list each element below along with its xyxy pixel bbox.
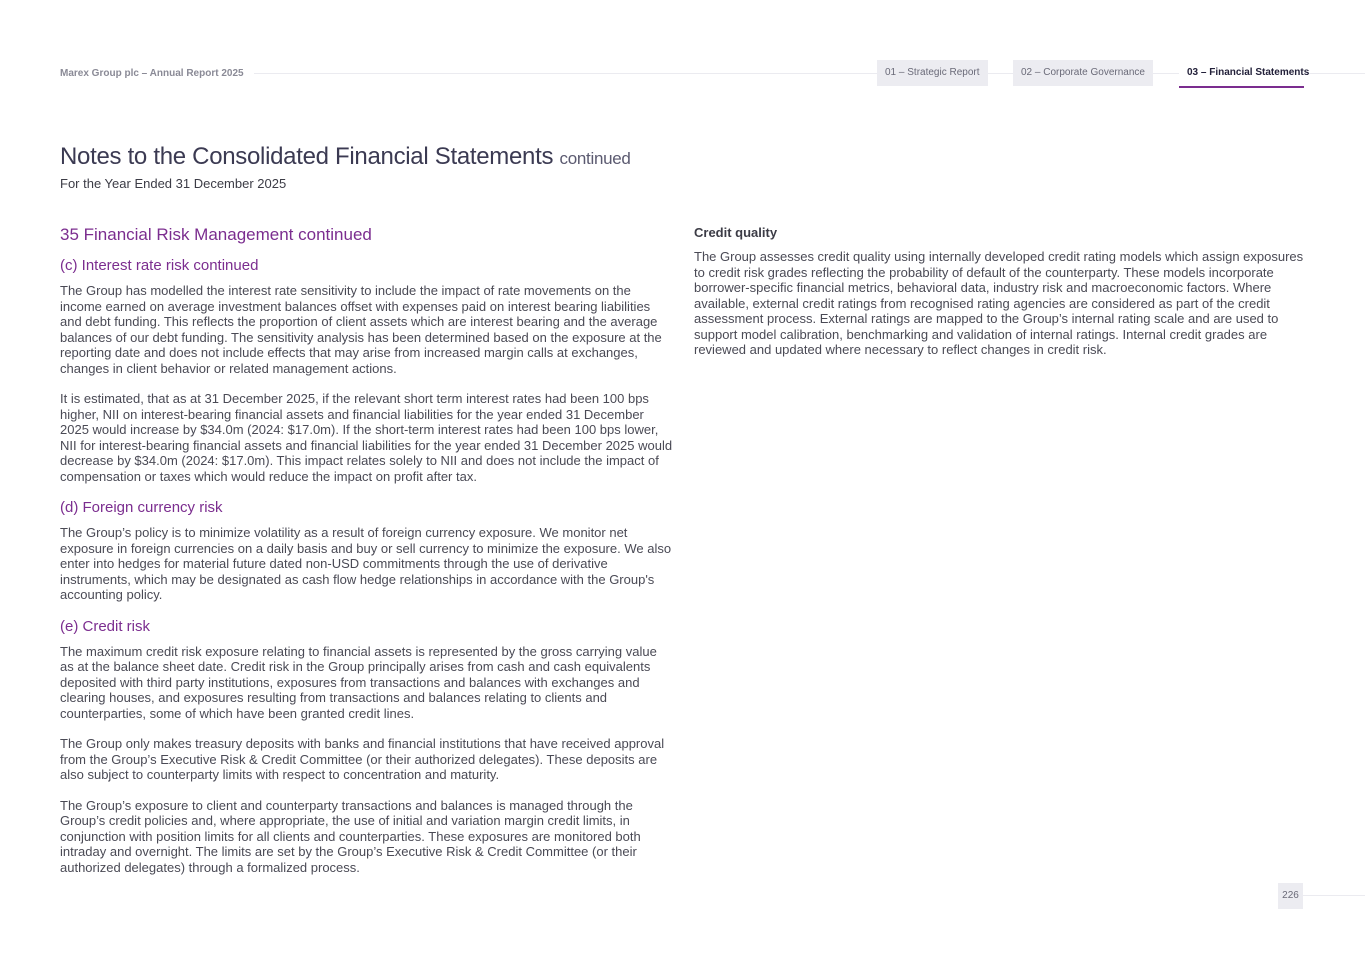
foreign-currency-paragraph: The Group’s policy is to minimize volatility as a result of foreign currency exposure. We monitor net exposure in foreign currencies on a daily basis and buy or sell currency to minimize the exposure. We also enter into hedges for material future dated non-USD commitments through the use of derivative instruments, which may be designated as cash flow hedge relationships in accordance with the Group's accounting policy. bbox=[60, 525, 672, 602]
report-brand: Marex Group plc – Annual Report 2025 bbox=[60, 68, 252, 79]
interest-rate-risk-heading-suffix: continued bbox=[193, 257, 259, 274]
section-heading-suffix: continued bbox=[298, 225, 372, 244]
interest-rate-risk-heading-text: (c) Interest rate risk bbox=[60, 257, 190, 274]
page-title-text: Notes to the Consolidated Financial Statements bbox=[60, 143, 554, 170]
page-title-suffix: continued bbox=[559, 149, 631, 168]
section-heading-text: 35 Financial Risk Management bbox=[60, 225, 294, 244]
footer-divider bbox=[1303, 895, 1365, 896]
credit-quality-heading: Credit quality bbox=[694, 225, 778, 240]
credit-risk-heading: (e) Credit risk bbox=[60, 617, 151, 635]
interest-rate-risk-heading bbox=[60, 257, 674, 274]
credit-quality-paragraph: The Group assesses credit quality using internally developed credit rating models which assign exposures to credit risk grades reflecting the probability of default of the counterparty. These models incorporate borrower-specific financial metrics, behavioral data, industry risk and macroeconomic factors. Where available, external credit ratings from recognised rating agencies are considered as part of the credit assessment process. External ratings are mapped to the Group’s internal rating scale and are used to support model calibration, benchmarking and validation of internal ratings. Internal credit grades are reviewed and updated where necessary to reflect changes in credit risk. bbox=[694, 249, 1304, 357]
section-heading bbox=[60, 225, 674, 245]
tab-strategic-report[interactable]: 01 – Strategic Report bbox=[877, 60, 988, 86]
page-title bbox=[60, 143, 631, 171]
right-column bbox=[694, 225, 1304, 373]
tab-corporate-governance[interactable]: 02 – Corporate Governance bbox=[1013, 60, 1153, 86]
credit-risk-paragraph-2: The Group only makes treasury deposits with banks and financial institutions that have received approval from the Group’s Executive Risk & Credit Committee (or their authorized delegates). These deposits are also subject to counterparty limits with respect to concentration and maturity. bbox=[60, 736, 665, 782]
interest-rate-paragraph-2: It is estimated, that as at 31 December 2025, if the relevant short term interest rates had been 100 bps higher, NII on interest-bearing financial assets and financial liabilities for the year ended 31 December 2025 would increase by $34.0m (2024: $17.0m). If the short-term interest rates had been 100 bps lower, NII for interest-bearing financial assets and financial liabilities for the year ended 31 December 2025 would decrease by $34.0m (2024: $17.0m). This impact relates solely to NII and does not include the impact of compensation or taxes which would reduce the impact on profit after tax. bbox=[60, 391, 673, 484]
foreign-currency-risk-heading: (d) Foreign currency risk bbox=[60, 499, 223, 516]
credit-risk-paragraph-3: The Group’s exposure to client and counterparty transactions and balances is managed through the Group’s credit policies and, where appropriate, the use of initial and variation margin credit limits, in conjunction with position limits for all clients and counterparties. These exposures are monitored both intraday and overnight. The limits are set by the Group’s Executive Risk & Credit Committee (or their authorized delegates) through a formalized process. bbox=[60, 797, 641, 875]
page-number: 226 bbox=[1278, 883, 1303, 909]
interest-rate-paragraph-1: The Group has modelled the interest rate sensitivity to include the impact of rate movements on the income earned on average investment balances offset with expenses paid on interest bearing liabilities and debt funding. This reflects the proportion of client assets which are interest bearing and the average balances of our debt funding. The sensitivity analysis has been determined based on the exposure at the reporting date and does not include effects that may arise from increased margin calls at exchanges, changes in client behavior or related management actions. bbox=[60, 283, 662, 376]
left-column bbox=[60, 225, 674, 890]
page-subtitle: For the Year Ended 31 December 2025 bbox=[60, 176, 287, 191]
tab-financial-statements[interactable]: 03 – Financial Statements bbox=[1179, 60, 1304, 88]
credit-risk-paragraph-1: The maximum credit risk exposure relating to financial assets is represented by the gross carrying value as at the balance sheet date. Credit risk in the Group principally arises from cash and cash equivalents deposited with third party institutions, exposures from transactions and balances with exchanges and clearing houses, and exposures resulting from transactions and balances relating to clients and counterparties, some of which have been granted credit lines. bbox=[60, 643, 657, 721]
